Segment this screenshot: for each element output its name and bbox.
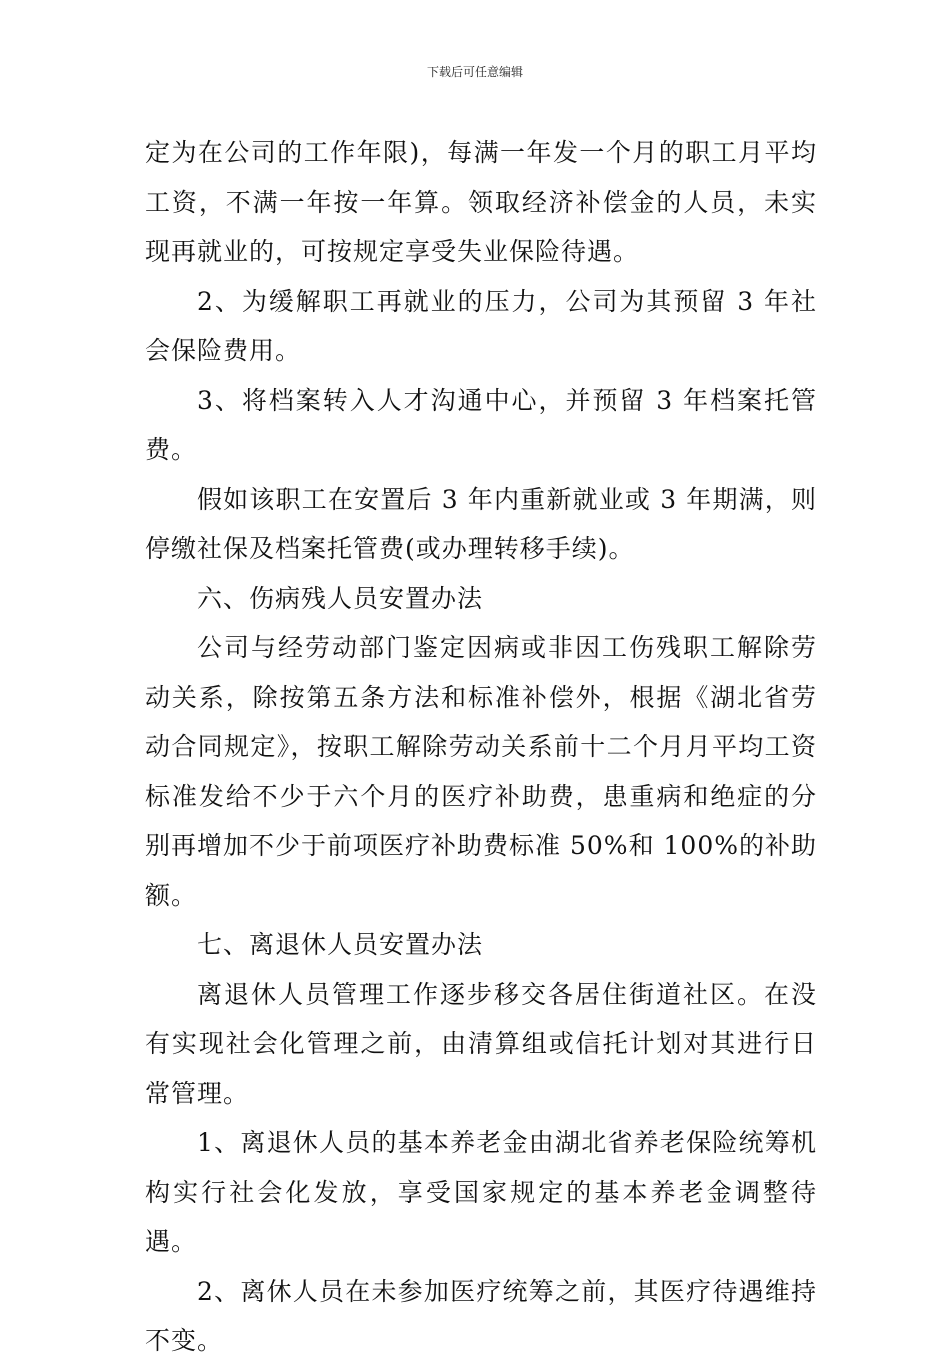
paragraph-medical: 2、离休人员在未参加医疗统筹之前，其医疗待遇维持不变。 — [145, 1276, 817, 1355]
section-heading-retirees: 七、离退休人员安置办法 — [197, 930, 484, 959]
section-heading-disabled-staff: 六、伤病残人员安置办法 — [197, 583, 484, 613]
paragraph-social-insurance: 2、为缓解职工再就业的压力，公司为其预留 3 年社会保险费用。 — [145, 286, 817, 365]
document-body — [145, 128, 817, 1366]
paragraph-archive-transfer: 3、将档案转入人才沟通中心，并预留 3 年档案托管费。 — [145, 385, 817, 464]
paragraph-disabled-staff: 公司与经劳动部门鉴定因病或非因工伤残职工解除劳动关系，除按第五条方法和标准补偿外，根据《湖北省劳动合同规定》，按职工解除劳动关系前十二个月月平均工资标准发给不少于六个月的医疗补助费，患重病和绝症的分别再增加不少于前项医疗补助费标准 50%和 100%的补助额。 — [145, 633, 817, 910]
paragraph-pension: 1、离退休人员的基本养老金由湖北省养老保险统筹机构实行社会化发放，享受国家规定的基本养老金调整待遇。 — [145, 1128, 817, 1256]
page-header: 下载后可任意编辑 — [426, 65, 523, 79]
paragraph-compensation-continued: 定为在公司的工作年限)，每满一年发一个月的职工月平均工资，不满一年按一年算。领取经济补偿金的人员，未实现再就业的，可按规定享受失业保险待遇。 — [145, 138, 817, 266]
paragraph-reemployment: 假如该职工在安置后 3 年内重新就业或 3 年期满，则停缴社保及档案托管费(或办理转移手续)。 — [145, 484, 817, 563]
paragraph-retiree-management: 离退休人员管理工作逐步移交各居住街道社区。在没有实现社会化管理之前，由清算组或信托计划对其进行日常管理。 — [145, 979, 817, 1108]
